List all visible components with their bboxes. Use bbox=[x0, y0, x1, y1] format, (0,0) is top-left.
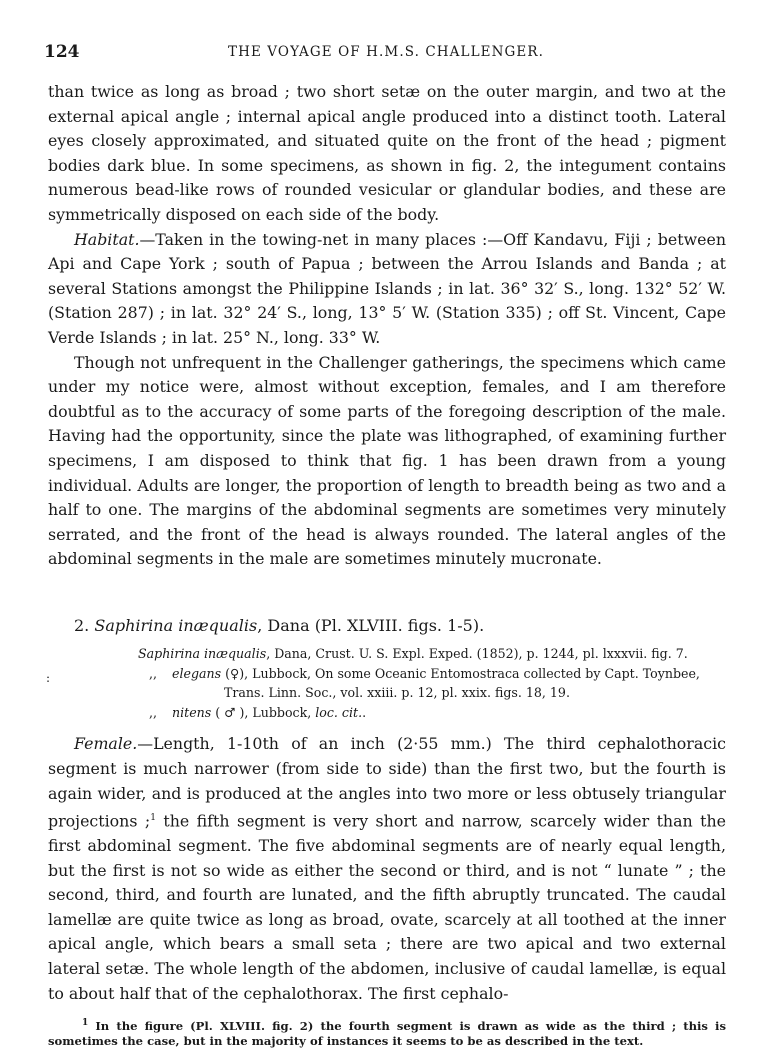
paragraph-description-continued: than twice as long as broad ; two short setæ on the outer margin, and two at the external apical angle ; internal apical angle produced into a distinct tooth. Lateral eyes closely approximated, and situated quite on the front of the head ; pigment bodies dark blue. In some specimens, as shown in fig. 2, the integument contains numerous bead-like rows of rounded vesicular or glandular bodies, and these are symmetrically disposed on each side of the body. bbox=[48, 82, 726, 224]
habitat-text: —Taken in the towing-net in many places :—Off Kandavu, Fiji ; between Api and Cape York ; south of Papua ; between the Arrou Islands and Banda ; at several Stations amongst the Philippine Islands ; in lat. 36° 32′ S., long. 132° 52′ W. (Station 287) ; in lat. 32° 24′ S., long, 13° 5′ W. (Station 335) ; off St. Vincent, Cape Verde Islands ; in lat. 25° N., long. 33° W. bbox=[48, 229, 726, 347]
ditto-mark: ,, bbox=[148, 665, 157, 681]
ditto-mark: ,, bbox=[148, 704, 157, 720]
synonym-entry: ,, nitens ( ♂ ), Lubbock, loc. cit.. bbox=[138, 703, 726, 723]
footnotes bbox=[48, 1016, 726, 1049]
synonym-entry: Saphirina inæqualis, Dana, Crust. U. S. Expl. Exped. (1852), p. 1244, pl. lxxxvii. fig. 7. bbox=[138, 646, 688, 662]
margin-mark: : bbox=[46, 671, 51, 685]
habitat-label: Habitat. bbox=[74, 229, 140, 249]
footnote-mark: 1 bbox=[82, 1018, 89, 1029]
footnote-text: In the figure (Pl. XLVIII. fig. 2) the fourth segment is drawn as wide as the third ; this is sometimes the case, but in the majority of instances it seems to be as described in the text. bbox=[48, 1019, 726, 1049]
page-body bbox=[48, 80, 726, 1049]
page-header bbox=[44, 42, 728, 66]
paragraph-remarks: Though not unfrequent in the Challenger gatherings, the specimens which came under my notice were, almost without exception, females, and I am therefore doubtful as to the accuracy of some parts of the foregoing description of the male. Having had the opportunity, since the plate was lithographed, of examining further specimens, I am disposed to think that fig. 1 has been drawn from a young individual. Adults are longer, the proportion of length to breadth being as two and a half to one. The margins of the abdominal segments are sometimes very minutely serrated, and the front of the head is always rounded. The lateral angles of the abdominal segments in the male are sometimes minutely mucronate. bbox=[48, 352, 726, 569]
species-authority: , Dana (Pl. XLVIII. figs. 1-5). bbox=[257, 615, 485, 635]
synonym-name: elegans bbox=[172, 665, 222, 681]
synonym-name: Saphirina inæqualis bbox=[138, 646, 267, 662]
species-number: 2. bbox=[74, 615, 90, 635]
female-text-b: the fifth segment is very short and narrow, scarcely wider than the first abdominal segment. The five abdominal segments are of nearly equal length, but the first is not so wide as either the second or third, and is not “ lunate ” ; the second, third, and fourth are lunated, and the fifth abruptly truncated. The caudal lamellæ are quite twice as long as broad, ovate, scarcely at all toothed at the inner apical angle, which bears a small seta ; there are two apical and two external lateral setæ. The whole length of the abdomen, inclusive of caudal lamellæ, is equal to about half that of the cephalothorax. The first cephalo- bbox=[48, 811, 726, 1003]
footnote bbox=[48, 1016, 726, 1049]
female-label: Female. bbox=[74, 734, 138, 754]
running-title: THE VOYAGE OF H.M.S. CHALLENGER. bbox=[227, 44, 545, 60]
female-text-a: —Length, 1-10th of an inch (2·55 mm.) The third cephalothoracic segment is much narrower (from side to side) than the first two, but the fourth is again wider, and is produced at the angles into two more or less obtusely triangular projections ; bbox=[48, 734, 726, 831]
synonymy-list bbox=[138, 644, 726, 722]
synonym-name: nitens bbox=[172, 704, 212, 720]
loc-cit: loc. cit. bbox=[315, 704, 363, 720]
species-name: Saphirina inæqualis bbox=[94, 615, 258, 635]
synonym-continuation: Trans. Linn. Soc., vol. xxiii. p. 12, pl. xxix. figs. 18, 19. bbox=[224, 685, 570, 701]
synonym-entry: ,, elegans (♀), Lubbock, On some Oceanic Entomostraca collected by Capt. Toynbee, bbox=[138, 664, 726, 684]
page-number: 124 bbox=[44, 42, 80, 62]
species-heading bbox=[74, 614, 726, 639]
paragraph-female bbox=[48, 732, 726, 1006]
footnote-reference: 1 bbox=[150, 813, 156, 824]
paragraph-habitat bbox=[48, 228, 726, 351]
